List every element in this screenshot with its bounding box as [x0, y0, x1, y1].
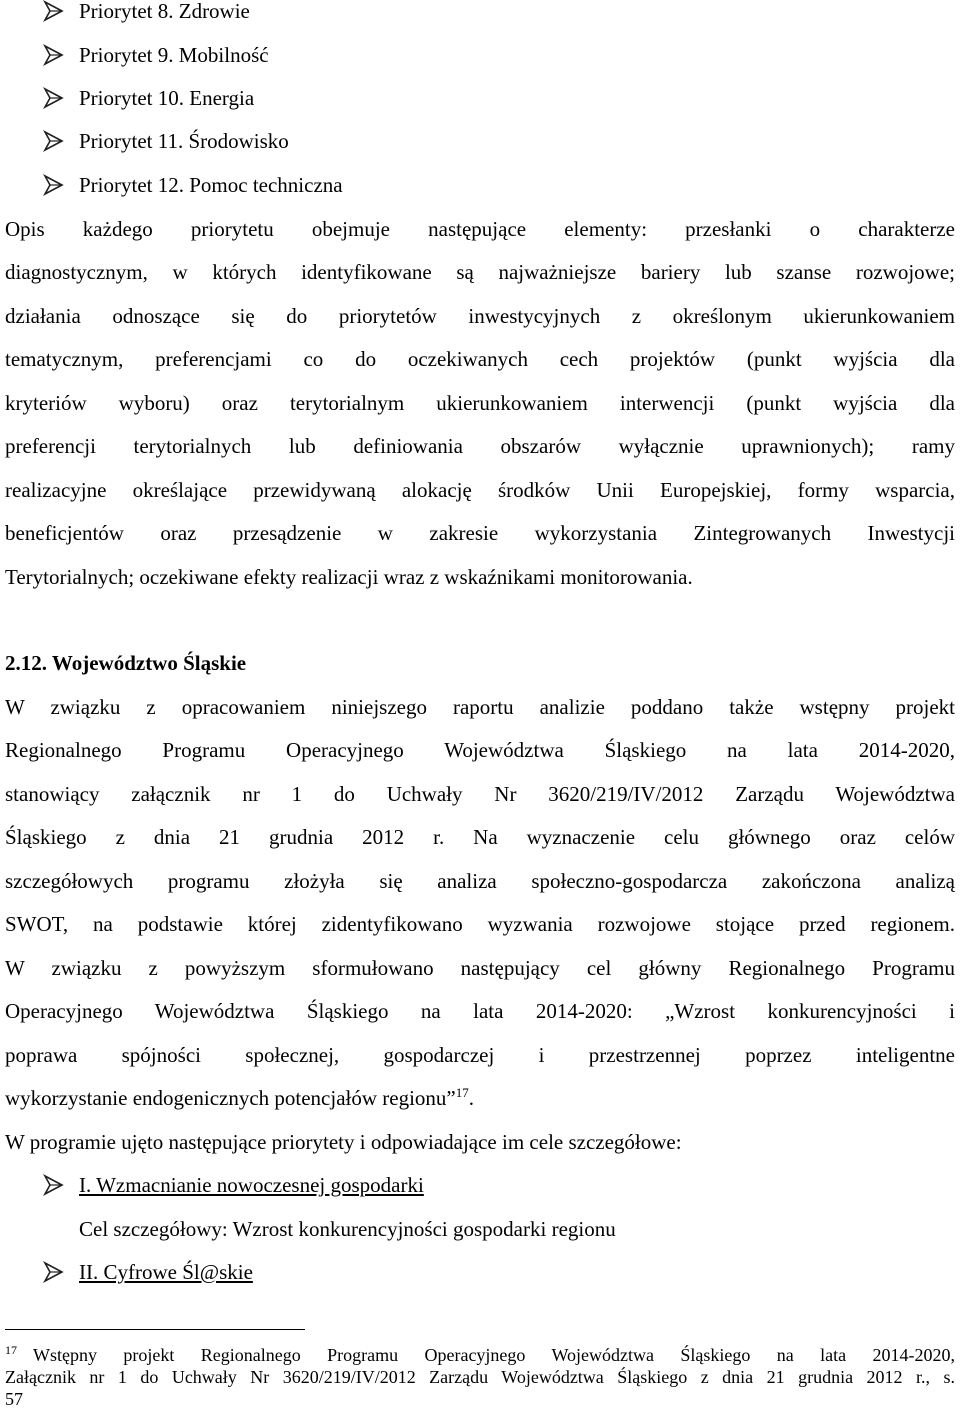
- bullet-item: [42, 170, 343, 200]
- bullet-item: [42, 0, 250, 26]
- footnote-line: Załącznik nr 1 do Uchwały Nr 3620/219/IV/2012 Zarządu Województwa Śląskiego z dnia 21 grudnia 2012 r., s.: [5, 1367, 955, 1387]
- bullet-text: Priorytet 9. Mobilność: [79, 43, 269, 67]
- bullet-text: Priorytet 10. Energia: [79, 86, 255, 110]
- sentence-end: .: [468, 1086, 475, 1110]
- paragraph-line: W związku z powyższym sformułowano następujący cel główny Regionalnego Programu: [5, 956, 955, 980]
- paragraph-line: tematycznym, preferencjami co do oczekiwanych cech projektów (punkt wyjścia dla: [5, 347, 955, 371]
- paragraph-line: kryteriów wyboru) oraz terytorialnym ukierunkowaniem interwencji (punkt wyjścia dla: [5, 391, 955, 415]
- paragraph-line: szczegółowych programu złożyła się analiza społeczno-gospodarcza zakończona analizą: [5, 869, 955, 893]
- bullet-item: [42, 126, 289, 156]
- paragraph-text: wykorzystanie endogenicznych potencjałów regionu”: [5, 1086, 456, 1110]
- arrowhead-bullet-icon: [42, 1174, 64, 1196]
- paragraph-line: Regionalnego Programu Operacyjnego Województwa Śląskiego na lata 2014-2020,: [5, 738, 955, 762]
- paragraph-line: działania odnoszące się do priorytetów inwestycyjnych z określonym ukierunkowaniem: [5, 304, 955, 328]
- paragraph-line: Opis każdego priorytetu obejmuje następujące elementy: przesłanki o charakterze: [5, 217, 955, 241]
- priority-goal: Cel szczegółowy: Wzrost konkurencyjności gospodarki regionu: [79, 1217, 616, 1241]
- paragraph-line: diagnostycznym, w których identyfikowane są najważniejsze bariery lub szanse rozwojowe;: [5, 260, 955, 284]
- priority-title: I. Wzmacnianie nowoczesnej gospodarki: [79, 1173, 424, 1197]
- arrowhead-bullet-icon: [42, 44, 64, 66]
- bullet-text: Priorytet 11. Środowisko: [79, 129, 289, 153]
- paragraph-line: stanowiący załącznik nr 1 do Uchwały Nr 3620/219/IV/2012 Zarządu Województwa: [5, 782, 955, 806]
- paragraph-line: poprawa spójności społecznej, gospodarczej i przestrzennej poprzez inteligentne: [5, 1043, 955, 1067]
- arrowhead-bullet-icon: [42, 0, 64, 22]
- footnote-line: [5, 1344, 955, 1366]
- paragraph-line: preferencji terytorialnych lub definiowania obszarów wyłącznie uprawnionych); ramy: [5, 434, 955, 458]
- footnote-reference[interactable]: 17: [455, 1085, 469, 1100]
- footnote-line: 57: [5, 1389, 23, 1409]
- priority-item: [42, 1257, 253, 1287]
- bullet-item: [42, 40, 269, 70]
- arrowhead-bullet-icon: [42, 87, 64, 109]
- footnote-separator: [5, 1329, 305, 1330]
- paragraph-line: [5, 1083, 955, 1113]
- paragraph-line: W związku z opracowaniem niniejszego raportu analizie poddano także wstępny projekt: [5, 695, 955, 719]
- priorities-intro: W programie ujęto następujące priorytety i odpowiadające im cele szczegółowe:: [5, 1130, 682, 1154]
- footnote-number: 17: [5, 1344, 17, 1357]
- arrowhead-bullet-icon: [42, 1261, 64, 1283]
- priority-title: II. Cyfrowe Śl@skie: [79, 1260, 253, 1284]
- bullet-text: Priorytet 12. Pomoc techniczna: [79, 173, 343, 197]
- paragraph-line: SWOT, na podstawie której zidentyfikowano wyzwania rozwojowe stojące przed regionem.: [5, 912, 955, 936]
- bullet-item: [42, 83, 254, 113]
- footnote-text: Wstępny projekt Regionalnego Programu Operacyjnego Województwa Śląskiego na lata 2014-2020,: [33, 1345, 955, 1365]
- section-heading: 2.12. Województwo Śląskie: [5, 651, 247, 675]
- bullet-text: Priorytet 8. Zdrowie: [79, 0, 250, 23]
- paragraph-line: Operacyjnego Województwa Śląskiego na lata 2014-2020: „Wzrost konkurencyjności i: [5, 999, 955, 1023]
- paragraph-line: Terytorialnych; oczekiwane efekty realizacji wraz z wskaźnikami monitorowania.: [5, 565, 693, 589]
- arrowhead-bullet-icon: [42, 130, 64, 152]
- priority-item: [42, 1170, 424, 1200]
- arrowhead-bullet-icon: [42, 174, 64, 196]
- paragraph-line: beneficjentów oraz przesądzenie w zakresie wykorzystania Zintegrowanych Inwestycji: [5, 521, 955, 545]
- paragraph-line: Śląskiego z dnia 21 grudnia 2012 r. Na wyznaczenie celu głównego oraz celów: [5, 825, 955, 849]
- paragraph-line: realizacyjne określające przewidywaną alokację środków Unii Europejskiej, formy wsparcia,: [5, 478, 955, 502]
